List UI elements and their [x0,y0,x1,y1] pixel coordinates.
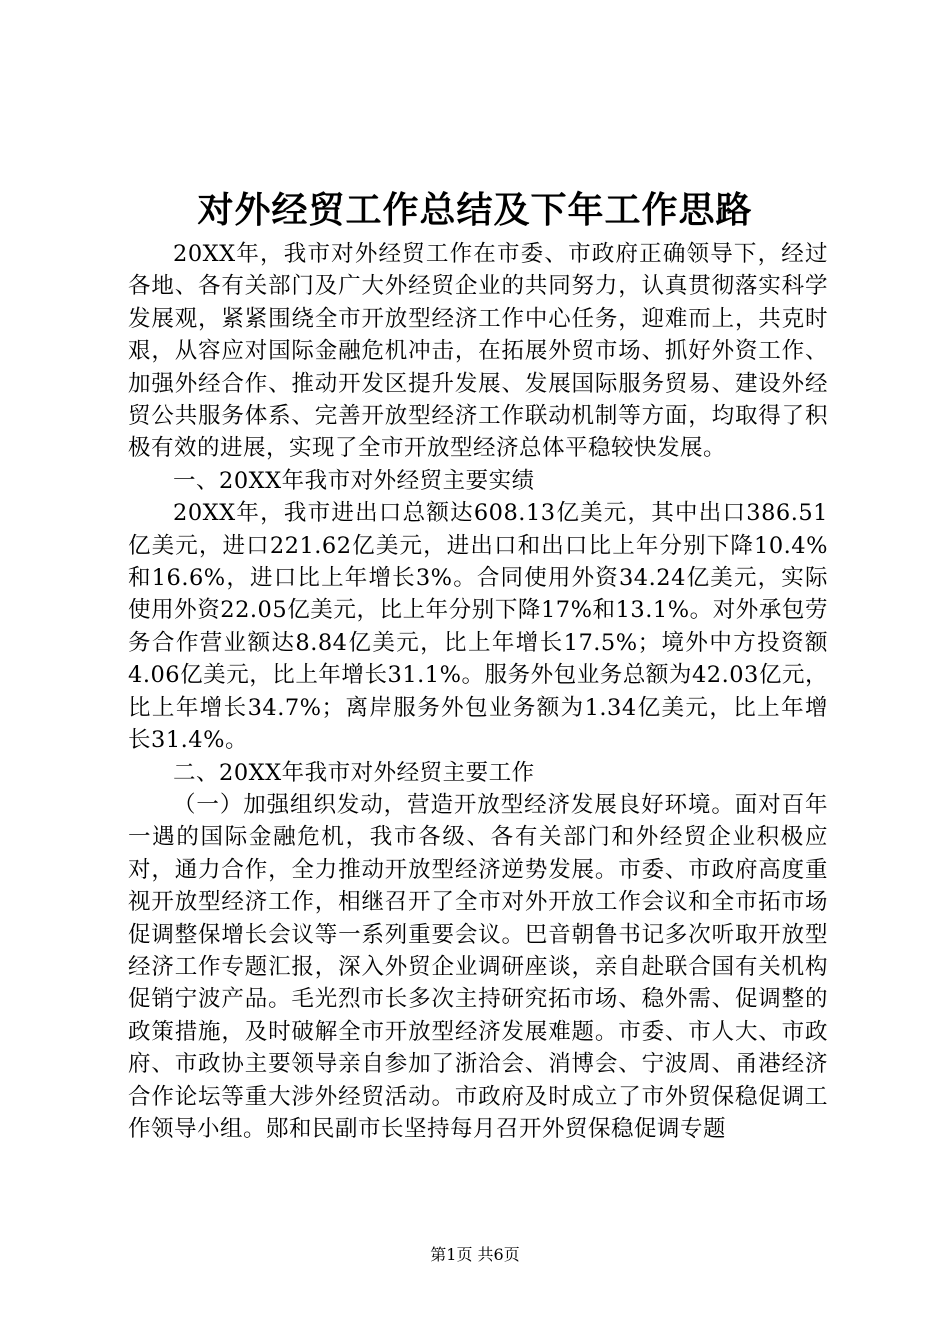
page-footer: 第1页 共6页 [430,1245,520,1264]
intro-paragraph: 20XX年，我市对外经贸工作在市委、市政府正确领导下，经过各地、各有关部门及广大外经贸企业的共同努力，认真贯彻落实科学发展观，紧紧围绕全市开放型经济工作中心任务，迎难而上，共克时艰，从容应对国际金融危机冲击，在拓展外贸市场、抓好外资工作、加强外经合作、推动开发区提升发展、发展国际服务贸易、建设外经贸公共服务体系、完善开放型经济工作联动机制等方面，均取得了积极有效的进展，实现了全市开放型经济总体平稳较快发展。 [128,241,828,462]
achievements-paragraph: 20XX年，我市进出口总额达608.13亿美元，其中出口386.51亿美元，进口221.62亿美元，进出口和出口比上年分别下降10.4%和16.6%，进口比上年增长3%。合同使用外资34.24亿美元，实际使用外资22.05亿美元，比上年分别下降17%和13.1%。对外承包劳务合作营业额达8.84亿美元，比上年增长17.5%；境外中方投资额4.06亿美元，比上年增长31.1%。服务外包业务总额为42.03亿元，比上年增长34.7%；离岸服务外包业务额为1.34亿美元，比上年增长31.4%。 [128,500,828,754]
section-heading-2: 二、20XX年我市对外经贸主要工作 [173,759,535,786]
document-body [128,238,828,1145]
document-title: 对外经贸工作总结及下年工作思路 [197,189,753,231]
section-heading-1: 一、20XX年我市对外经贸主要实绩 [173,467,535,494]
work-paragraph-1: （一）加强组织发动，营造开放型经济发展良好环境。面对百年一遇的国际金融危机，我市各级、各有关部门和外经贸企业积极应对，通力合作，全力推动开放型经济逆势发展。市委、市政府高度重视开放型经济工作，相继召开了全市对外开放工作会议和全市拓市场促调整保增长会议等一系列重要会议。巴音朝鲁书记多次听取开放型经济工作专题汇报，深入外贸企业调研座谈，亲自赴联合国有关机构促销宁波产品。毛光烈市长多次主持研究拓市场、稳外需、促调整的政策措施，及时破解全市开放型经济发展难题。市委、市人大、市政府、市政协主要领导亲自参加了浙洽会、消博会、宁波周、甬港经济合作论坛等重大涉外经贸活动。市政府及时成立了市外贸保稳促调工作领导小组。郧和民副市长坚持每月召开外贸保稳促调专题 [128,791,828,1142]
